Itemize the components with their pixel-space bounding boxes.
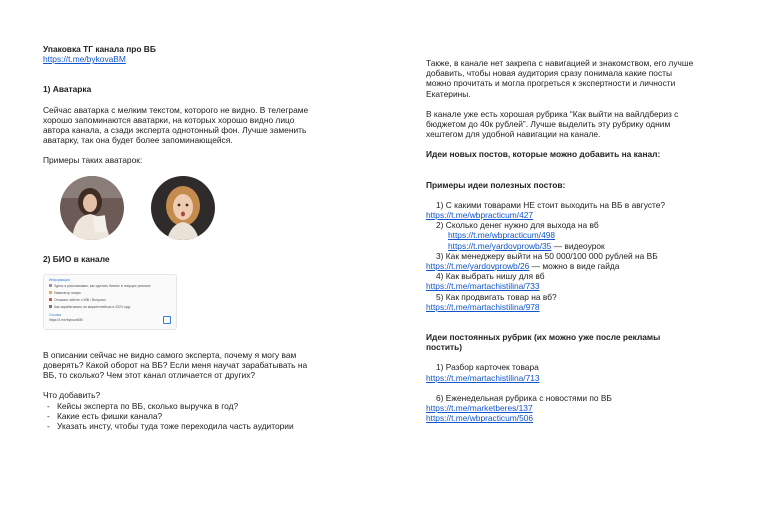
bio-text-line: В описании сейчас не видно самого эксперта, почему я могу вам xyxy=(43,349,297,360)
channel-link[interactable]: https://t.me/bykovaBM xyxy=(43,54,126,65)
post-link[interactable]: https://t.me/martachistilina/733 xyxy=(426,281,540,292)
link-note: — видеоурок xyxy=(551,240,605,251)
bio-item: Навигатор пиара xyxy=(54,290,81,295)
post-link[interactable]: https://t.me/yardovprowb/35 xyxy=(448,240,552,251)
list-item: - Кейсы эксперта по ВБ, сколько выручка в год? xyxy=(43,401,343,411)
rubric-link[interactable]: https://t.me/marketberes/137 xyxy=(426,403,533,414)
document-title: Упаковка ТГ канала про ВБ xyxy=(43,44,156,54)
rocket-icon xyxy=(49,298,52,301)
pin-icon xyxy=(49,284,52,287)
bio-link[interactable]: https://t.me/bykovaBM xyxy=(49,317,83,322)
useful-posts-heading: Примеры идеи полезных постов: xyxy=(426,179,566,190)
section-avatar-heading: 1) Аватарка xyxy=(43,84,92,95)
rubric-idea: 6) Еженедельная рубрика с новостями по ВБ xyxy=(436,392,612,403)
list-item: - Какие есть фишки канала? xyxy=(43,411,343,421)
new-posts-heading: Идеи новых постов, которые можно добавить на канал: xyxy=(426,149,661,160)
chart-icon xyxy=(49,305,52,308)
qr-icon xyxy=(163,316,171,324)
bio-item: Как зарабатывать на маркетплейсах в 2023 году xyxy=(54,304,131,309)
post-link[interactable]: https://t.me/yardovprowb/26 xyxy=(426,261,530,272)
right-column xyxy=(426,58,736,423)
post-idea: 3) Как менеджеру выйти на 50 000/100 000 рублей на ВБ xyxy=(436,250,658,261)
bio-text-line: доверять? Какой оборот на ВБ? Если меня научат зарабатывать на xyxy=(43,360,308,371)
avatar-text-line: автора канала, а сзади эксперта однотонный фон. Лучше заменить xyxy=(43,125,307,136)
post-link[interactable]: https://t.me/wbpracticum/427 xyxy=(426,210,534,221)
avatar-example-1 xyxy=(60,176,124,240)
rubric-link[interactable]: https://t.me/wbpracticum/506 xyxy=(426,413,534,424)
hand-icon xyxy=(49,291,52,294)
bio-screenshot xyxy=(43,274,177,330)
rubric-text-line: В канале уже есть хорошая рубрика “Как выйти на вайлдбериз с xyxy=(426,108,679,119)
intro-text-line: добавить, чтобы новая аудитория сразу понимала какие посты xyxy=(426,68,673,79)
avatar-text-line: Сейчас аватарка с мелким текстом, которого не видно. В телеграме xyxy=(43,104,309,115)
avatar-examples xyxy=(43,176,343,244)
rubric-link[interactable]: https://t.me/martachistilina/713 xyxy=(426,372,540,383)
permanent-heading-line: Идеи постоянных рубрик (их можно уже после рекламы xyxy=(426,332,661,343)
what-to-add-label: Что добавить? xyxy=(43,390,101,401)
list-item: - Указать инсту, чтобы туда тоже переходила часть аудитории xyxy=(43,421,343,431)
bio-header: Информация xyxy=(49,277,70,282)
bio-link-label: Ссылка xyxy=(49,312,62,317)
avatar-text-line: хорошо запоминаются аватарки, на которых хорошо видно лицо xyxy=(43,114,295,125)
intro-text-line: Екатерины. xyxy=(426,88,471,99)
post-idea: 2) Сколько денег нужно для выхода на вб xyxy=(436,220,599,231)
post-idea: 4) Как выбрать нишу для вб xyxy=(436,271,545,282)
avatar-example-2 xyxy=(151,176,215,240)
bio-text-line: ВБ, то сколько? Чем этот канал отличается от других? xyxy=(43,370,256,381)
rubric-text-line: бюджетом до 40к рублей”. Лучше выделить эту рубрику одним xyxy=(426,119,671,130)
bio-item: Здесь я рассказываю, как сделать бизнес в текущих реалиях xyxy=(54,283,151,288)
intro-text-line: Также, в канале нет закрепа с навигацией и знакомством, его лучше xyxy=(426,58,694,68)
link-note: — можно в виде гайда xyxy=(529,261,620,272)
examples-label: Примеры таких аватарок: xyxy=(43,155,143,166)
post-idea: 1) С какими товарами НЕ стоит выходить на ВБ в августе? xyxy=(436,199,666,210)
post-link[interactable]: https://t.me/wbpracticum/498 xyxy=(448,230,556,241)
left-column xyxy=(43,44,343,431)
post-idea: 5) Как продвигать товар на вб? xyxy=(436,291,557,302)
rubric-idea: 1) Разбор карточек товара xyxy=(436,362,539,373)
permanent-heading-line: постить) xyxy=(426,342,463,353)
bio-item: Отказать заботе о WB / Вопросы xyxy=(54,297,106,302)
avatar-text-line: аватарку, так она будет более запоминающейся. xyxy=(43,135,233,146)
intro-text-line: можно прочитать и могла прогреться к экспертности и личности xyxy=(426,78,676,89)
section-bio-heading: 2) БИО в канале xyxy=(43,253,110,264)
rubric-text-line: хештегом для удобной навигации на канале. xyxy=(426,129,601,140)
post-link[interactable]: https://t.me/martachistilina/978 xyxy=(426,301,540,312)
